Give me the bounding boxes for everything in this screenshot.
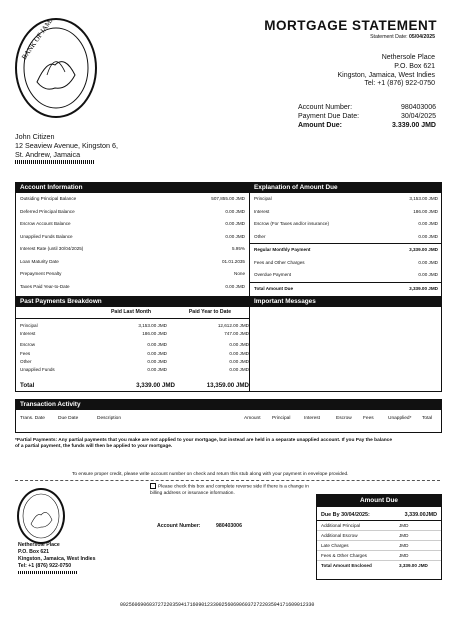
transaction-col-header: Unapplied* (388, 416, 412, 421)
past-payment-ytd: 0.00 JMD (229, 367, 249, 373)
stub-amount-value: JMD (399, 533, 409, 538)
stub-amount-rows (317, 521, 441, 570)
stub-amount-label: Fees & Other Charges (321, 553, 367, 558)
past-total-ytd: 13,359.00 JMD (206, 382, 249, 389)
amount-due-label: Amount Due: (298, 121, 342, 129)
account-info-value: 5.95% (231, 246, 245, 251)
past-payment-label: Principal (20, 323, 38, 328)
past-payment-row (16, 322, 249, 330)
transaction-columns (16, 410, 441, 428)
past-payment-row (16, 350, 249, 358)
explanation-rows (250, 193, 442, 295)
past-payment-row (16, 366, 249, 374)
stub-lender-address (18, 542, 95, 574)
explanation-value: 3,339.00 JMD (409, 247, 438, 252)
stub-amount-label: Additional Principal (321, 523, 361, 528)
past-total-last-month: 3,339.00 JMD (136, 382, 175, 389)
past-payment-ytd: 0.00 JMD (229, 358, 249, 364)
stub-amount-due-header: Amount Due (317, 495, 441, 507)
past-payment-last-month: 0.00 JMD (147, 358, 167, 364)
past-payment-label: Fees (20, 350, 31, 356)
explanation-value: 186.00 JMD (413, 208, 438, 214)
account-info-row (16, 218, 249, 231)
explanation-value: 0.00 JMD (418, 233, 438, 239)
address-change-checkbox-area (150, 483, 320, 498)
account-info-value: 507,855.00 JMD (211, 196, 245, 201)
explanation-label: Total Amount Due (254, 285, 294, 291)
past-payment-ytd: 0.00 JMD (229, 342, 249, 348)
explanation-label: Principal (254, 196, 272, 201)
account-info-row (16, 281, 249, 294)
stub-lender-phone: Tel: +1 (876) 922-0750 (18, 563, 72, 570)
past-payment-row (16, 341, 249, 349)
past-total-label: Total (20, 382, 35, 389)
borrower-address (15, 132, 118, 164)
stub-amount-value: JMD (399, 543, 409, 548)
stub-divider (15, 480, 440, 481)
stub-amount-value: 3,339.00 JMD (399, 563, 428, 568)
past-payment-last-month: 186.00 JMD (142, 331, 167, 337)
statement-date-value: 05/04/2025 (409, 34, 435, 40)
explanation-label: Fees and Other Charges (254, 259, 305, 265)
past-payment-ytd: 12,612.00 JMD (217, 323, 249, 328)
borrower-addr2: St. Andrew, Jamaica (15, 150, 81, 159)
explanation-row (250, 206, 442, 219)
account-info-label: Interest Rate (until 30/04/2025) (20, 246, 84, 251)
stub-due-by-value: 3,339.00JMD (404, 512, 437, 518)
account-info-row (16, 268, 249, 281)
stub-lender-city: Kingston, Jamaica, West Indies (18, 556, 96, 563)
lender-city: Kingston, Jamaica, West Indies (337, 71, 435, 79)
explanation-label: Other (254, 233, 266, 239)
explanation-row (250, 244, 442, 257)
important-messages-header: Important Messages (250, 297, 442, 307)
transaction-col-header: Trans. Date (20, 416, 45, 421)
account-info-row (16, 243, 249, 256)
account-info-label: Prepayment Penalty (20, 271, 62, 276)
account-info-label: Outsiding Principal Balance (20, 196, 77, 201)
past-payment-ytd: 747.00 JMD (224, 331, 249, 337)
due-date: 30/04/2025 (400, 112, 436, 120)
lender-address (337, 54, 435, 89)
account-summary (298, 104, 436, 130)
explanation-row (250, 283, 442, 296)
stub-amount-label: Total Amount Enclosed (321, 563, 372, 568)
account-info-value: 0.00 JMD (225, 208, 245, 214)
stub-amount-value: JMD (399, 553, 409, 558)
transaction-col-header: Description (97, 416, 121, 421)
borrower-addr1: 12 Seaview Avenue, Kingston 6, (15, 141, 118, 150)
account-info-row (16, 256, 249, 269)
stub-lender-name: Nethersole Place (18, 542, 60, 548)
account-info-rows (16, 193, 249, 293)
transaction-col-header: Due Date (58, 416, 79, 421)
account-info-value: 0.00 JMD (225, 233, 245, 239)
transaction-col-header: Amount (244, 416, 261, 421)
address-change-checkbox[interactable] (150, 483, 156, 489)
amount-due: 3.339.00 JMD (392, 121, 436, 129)
account-info-label: Taxes Paid Year-to-Date (20, 283, 70, 289)
svg-text:BANK OF JAMAICA: BANK OF JAMAICA (20, 20, 64, 62)
postal-barcode (15, 160, 95, 164)
past-payment-last-month: 3,153.00 JMD (138, 323, 167, 328)
stub-amount-row (317, 531, 441, 541)
stub-amount-row (317, 521, 441, 531)
explanation-value: 0.00 JMD (418, 259, 438, 265)
past-payment-row (16, 330, 249, 338)
col-paid-last-month: Paid Last Month (110, 309, 152, 315)
col-paid-ytd: Paid Year to Date (188, 309, 232, 315)
stub-postal-barcode (18, 571, 78, 574)
stub-instruction: To ensure proper credit, please write account number on check and return this stub along with your payment in envelope provided. (72, 472, 349, 477)
past-payments-header: Past Payments Breakdown (16, 297, 249, 307)
account-info-value: 0.00 JMD (225, 283, 245, 289)
bank-seal-logo-small (17, 488, 65, 544)
transaction-col-header: Escrow (336, 416, 352, 421)
lender-phone: Tel: +1 (876) 922-0750 (364, 80, 435, 88)
stub-amount-row (317, 541, 441, 551)
stub-amount-value: JMD (399, 523, 409, 528)
lender-name: Nethersole Place (381, 54, 435, 61)
explanation-row (250, 257, 442, 270)
explanation-header: Explanation of Amount Due (250, 183, 442, 193)
scan-line-barcode: 0025606906037272203594171609012330025606906037272203594171609012330 (120, 602, 315, 608)
account-info-label: Escrow Account Balance (20, 221, 71, 226)
stub-amount-due-box (316, 494, 442, 580)
account-number-label: Account Number: (298, 104, 353, 111)
explanation-value: 3,339.00 JMD (409, 285, 438, 291)
account-info-row (16, 231, 249, 244)
lender-box: P.O. Box 621 (394, 62, 435, 70)
stub-amount-row (317, 561, 441, 570)
statement-date-label: Statement Date: (370, 34, 408, 40)
explanation-label: Interest (254, 208, 270, 214)
account-info-value: 01.01.2035 (222, 258, 245, 264)
transaction-activity-header: Transaction Activity (16, 400, 441, 410)
explanation-value: 3,153.00 JMD (409, 196, 438, 201)
explanation-value: 0.00 JMD (418, 272, 438, 277)
account-info-label: Loan Maturity Date (20, 258, 59, 264)
address-change-text: Please check this box and complete reverse side if there is a change in billing address or insurance information. (150, 484, 309, 496)
past-payment-last-month: 0.00 JMD (147, 350, 167, 356)
past-payment-label: Other (20, 358, 32, 364)
account-info-row (16, 193, 249, 206)
statement-date (370, 34, 435, 41)
borrower-name: John Citizen (15, 132, 55, 141)
stub-amount-label: Additional Escrow (321, 533, 358, 538)
past-payment-row (16, 358, 249, 366)
due-date-label: Payment Due Date: (298, 112, 360, 120)
account-info-section (15, 182, 442, 297)
transaction-col-header: Interest (304, 416, 320, 421)
past-payment-ytd: 0.00 JMD (229, 350, 249, 356)
stub-amount-label: Late Charges (321, 543, 349, 548)
explanation-value: 0.00 JMD (418, 221, 438, 226)
explanation-row (250, 269, 442, 283)
transaction-activity-section (15, 399, 442, 433)
past-payment-label: Escrow (20, 342, 36, 348)
explanation-row (250, 231, 442, 245)
stub-account-number: 980403006 (215, 523, 242, 529)
stub-amount-row (317, 551, 441, 561)
account-info-value: 0.00 JMD (225, 221, 245, 226)
explanation-row (250, 218, 442, 231)
statement-title: MORTGAGE STATEMENT (264, 18, 437, 33)
partial-payments-note: *Partial Payments: Any partial payments that you make are not applied to your mortgage, but instead are held in a separate unapplied account. If you Pay the balance of a partial payment, the funds will then be applied to your mortgage. (15, 438, 393, 450)
stub-account-label: Account Number: (157, 523, 201, 529)
stub-due-by-label: Due By 30/04/2025: (321, 512, 370, 518)
stub-account (157, 523, 242, 529)
transaction-col-header: Principal (272, 416, 291, 421)
past-payment-label: Unapplied Funds (20, 367, 55, 373)
past-payment-label: Interest (20, 331, 36, 337)
account-info-header: Account Information (16, 183, 249, 193)
explanation-row (250, 193, 442, 206)
account-number: 980403006 (400, 104, 436, 111)
past-payment-last-month: 0.00 JMD (147, 342, 167, 348)
account-info-label: Unapplied Funds Balance (20, 233, 73, 239)
account-info-value: None (234, 271, 245, 276)
explanation-label: Regular Monthly Payment (254, 247, 311, 252)
transaction-col-header: Total (422, 416, 433, 421)
stub-lender-box: P.O. Box 621 (18, 549, 50, 556)
explanation-label: Overdue Payment (254, 272, 292, 277)
past-payments-section (15, 296, 442, 392)
account-info-row (16, 206, 249, 219)
bank-seal-logo (15, 18, 97, 118)
explanation-label: Escrow (For Taxes and/or insurance) (254, 221, 329, 226)
past-payment-last-month: 0.00 JMD (147, 367, 167, 373)
account-info-label: Deferred Principal Balance (20, 208, 75, 214)
past-payments-rows (16, 319, 249, 374)
transaction-col-header: Fees (363, 416, 374, 421)
